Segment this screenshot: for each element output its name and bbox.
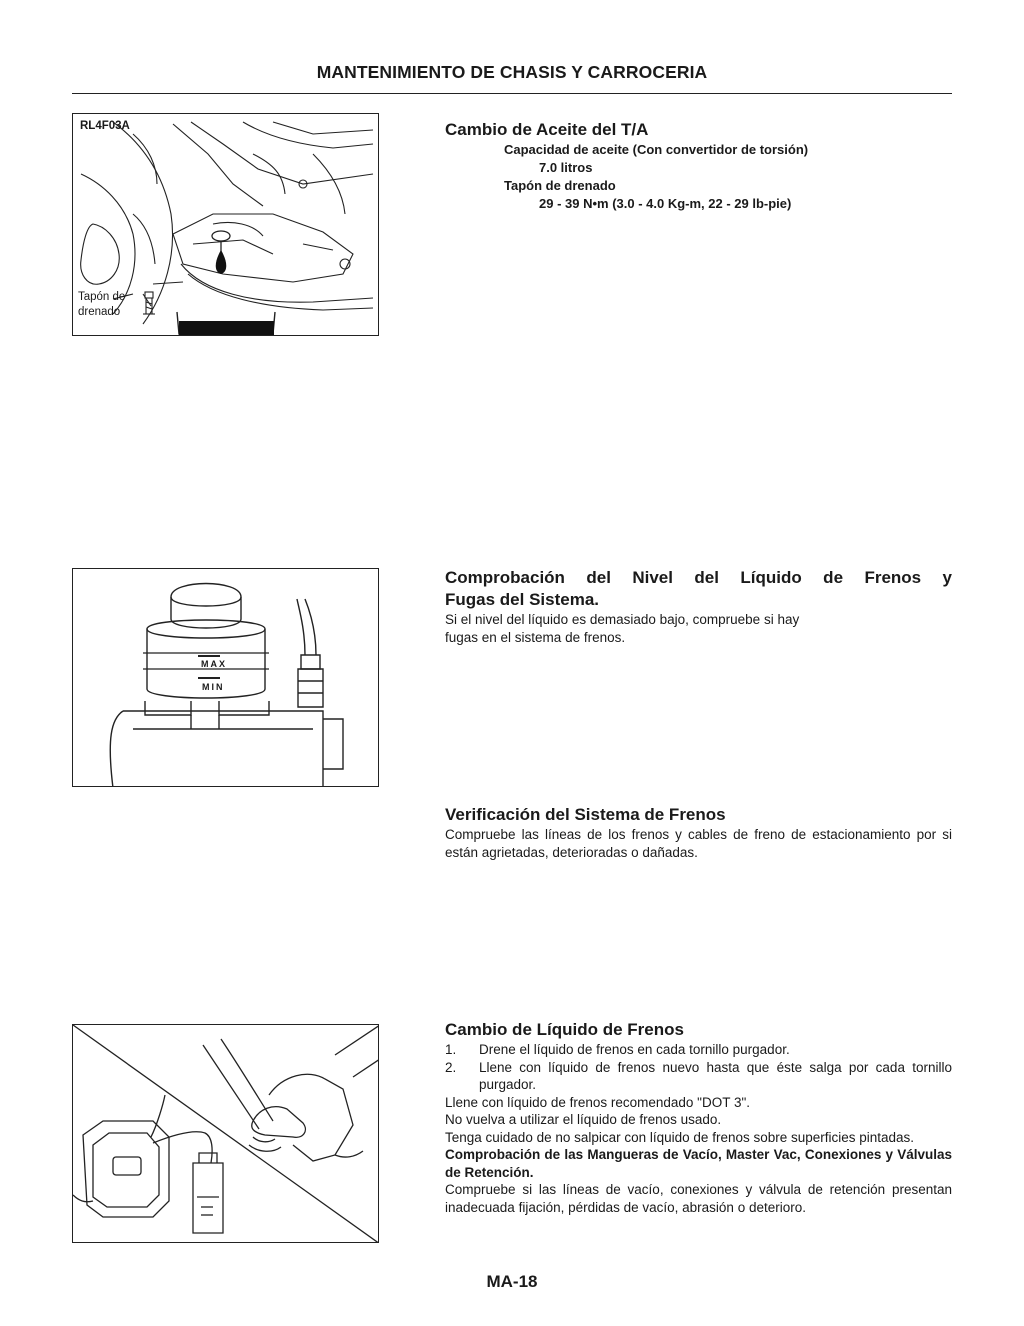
step-number: 1.	[445, 1042, 457, 1057]
drain-plug-callout	[78, 290, 125, 320]
transmission-drain-figure	[72, 113, 379, 336]
vacuum-check-subheading: Comprobación de las Mangueras de Vacío, Master Vac, Conexiones y Válvulas de Retención.	[445, 1147, 952, 1180]
drain-plug-callout-line2: drenado	[78, 306, 121, 318]
brake-bleed-figure	[72, 1024, 379, 1243]
step-text: Drene el líquido de frenos en cada tornillo purgador.	[479, 1042, 790, 1057]
fluid-level-heading-line1: Comprobación del Nivel del Líquido de Frenos y	[445, 568, 952, 587]
fluid-level-heading-line2: Fugas del Sistema.	[445, 590, 599, 609]
brake-system-heading: Verificación del Sistema de Frenos	[445, 805, 726, 824]
brake-reservoir-figure	[72, 568, 379, 787]
min-mark-label: MIN	[202, 682, 225, 692]
oil-capacity-value: 7.0 litros	[539, 160, 593, 175]
note-line: No vuelva a utilizar el líquido de frenos usado.	[445, 1112, 722, 1127]
fluid-change-body	[445, 1041, 952, 1216]
drain-plug-callout-line1: Tapón de	[78, 291, 126, 303]
brake-bleed-illustration	[73, 1025, 379, 1243]
fluid-change-heading: Cambio de Líquido de Frenos	[445, 1020, 684, 1039]
brake-reservoir-illustration	[73, 569, 379, 787]
max-mark-label: MAX	[201, 659, 227, 669]
fluid-level-body: Si el nivel del líquido es demasiado bajo, compruebe si hay fugas en el sistema de frenos.	[445, 612, 800, 645]
brake-system-body: Compruebe las líneas de los frenos y cables de freno de estacionamiento por si están agrietadas, deterioradas o dañadas.	[445, 827, 952, 860]
drain-plug-torque: 29 - 39 N•m (3.0 - 4.0 Kg-m, 22 - 29 lb-pie)	[539, 196, 792, 211]
page-header-title: MANTENIMIENTO DE CHASIS Y CARROCERIA	[316, 62, 708, 82]
step-number: 2.	[445, 1059, 457, 1075]
note-line: Tenga cuidado de no salpicar con líquido de frenos sobre superficies pintadas.	[445, 1129, 915, 1145]
page-number: MA-18	[486, 1272, 538, 1291]
figure-code: RL4F03A	[80, 120, 130, 132]
step-text: Llene con líquido de frenos nuevo hasta que éste salga por cada tornillo purgador.	[479, 1059, 952, 1092]
oil-change-heading: Cambio de Aceite del T/A	[445, 120, 649, 139]
step-item	[445, 1059, 952, 1094]
note-line: Llene con líquido de frenos recomendado "DOT 3".	[445, 1094, 751, 1110]
vacuum-check-body: Compruebe si las líneas de vacío, conexiones y válvula de retención presentan inadecuada fijación, pérdidas de vacío, abrasión o deterioro.	[445, 1182, 952, 1215]
oil-capacity-label: Capacidad de aceite (Con convertidor de torsión)	[504, 142, 809, 157]
drain-plug-label: Tapón de drenado	[504, 178, 616, 193]
fluid-change-steps	[445, 1041, 952, 1094]
step-item	[445, 1041, 952, 1059]
header-divider	[72, 93, 952, 94]
